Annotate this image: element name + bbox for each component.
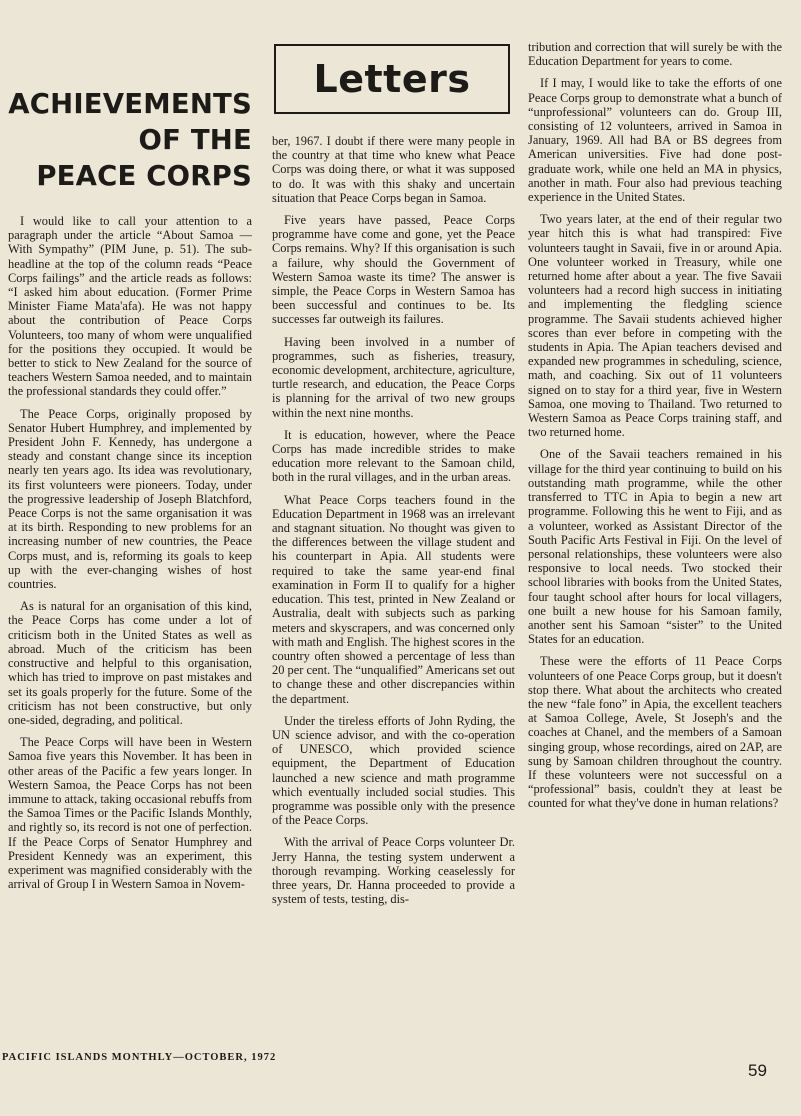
paragraph: tribution and correction that will surely be with the Education Department for years to come. — [528, 40, 782, 69]
section-title-box — [274, 44, 510, 114]
section-title: Letters — [313, 57, 471, 101]
paragraph: If I may, I would like to take the efforts of one Peace Corps group to demonstrate what a bunch of “unprofessional” volunteers can do. Group III, consisting of 12 volunteers, arrived in Samoa in January, 1969. All had BA or BS degrees from American universities. Five had done post-graduate work, while one held an MA in physics, another in math. Four also had previous teaching experience in the United States. — [528, 76, 782, 205]
paragraph: Under the tireless efforts of John Ryding, the UN science advisor, and with the co-operation of UNESCO, which provided science equipment, the Department of Education launched a new science and math programme which eventually included social studies. This programme was possible only with the presence of the Peace Corps. — [272, 713, 515, 828]
column-2 — [272, 134, 515, 1034]
paragraph: ber, 1967. I doubt if there were many people in the country at that time who knew what Peace Corps was doing there, or what it was supposed to do. It was with this shaky and uncertain situation that Peace Corps began in Samoa. — [272, 134, 515, 205]
paragraph: With the arrival of Peace Corps volunteer Dr. Jerry Hanna, the testing system underwent a thorough revamping. Working ceaselessly for three years, Dr. Hanna proceeded to provide a system of tests, testing, dis- — [272, 835, 515, 907]
paragraph: Having been involved in a number of programmes, such as fisheries, treasury, economic development, architecture, agriculture, turtle research, and education, the Peace Corps is planning for the arrival of two new groups within the next nine months. — [272, 334, 515, 420]
magazine-footer: PACIFIC ISLANDS MONTHLY—OCTOBER, 1972 — [2, 1052, 277, 1063]
headline-line-3: PEACE CORPS — [36, 160, 252, 192]
paragraph: I would like to call your attention to a paragraph under the article “About Samoa — With Sympathy” (PIM June, p. 51). The sub-headline at the top of the column reads “Peace Corps failings” and the article reads as follows: “I asked him about education. (Former Prime Minister Fiame Mata'afa). He was not happy about the contribution of Peace Corps Volunteers, too many of whom were unqualified for the positions they occupied. It would be better to stick to New Zealand for the source of teachers Western Samoa needed, and to maintain the professional standards they could offer.” — [8, 214, 252, 399]
paragraph: The Peace Corps will have been in Western Samoa five years this November. It has been in other areas of the Pacific a few years longer. In Western Samoa, the Peace Corps has not been immune to attack, taking occasional rebuffs from the Samoa Times or the Pacific Islands Monthly, and rightly so, its record is not one of perfection. If the Peace Corps of Senator Humphrey and President Kennedy was an experiment, this experiment was magnified considerably with the arrival of Group I in Western Samoa in Novem- — [8, 735, 252, 892]
paragraph: One of the Savaii teachers remained in his village for the third year continuing to build on his outstanding math programme, while the other transferred to TTC in Apia to begin a new art programme. Following this he went to Fiji, and as a volunteer, worked as Assistant Director of the South Pacific Arts Festival in Fiji. On the level of personal relationships, these volunteers were also responsive to local needs. Two stocked their school libraries with books from the United States, four taught school after hours for local villagers, one built a new house for his Samoan family, another sent his Samoan “sister” to the United States for an education. — [528, 447, 782, 647]
paragraph: These were the efforts of 11 Peace Corps volunteers of one Peace Corps group, but it doesn't stop there. What about the architects who created the new “fale fono” in Apia, the excellent teachers at Samoa College, Avele, St Joseph's and the coaches at Chanel, and the members of a Samoan singing group, whose recordings, aired on 2AP, are sung by Samoan children throughout the country. If these volunteers were not successful on a “professional” basis, couldn't they at least be counted for what they've done in human relations? — [528, 654, 782, 811]
headline-line-1: ACHIEVEMENTS — [8, 88, 252, 120]
headline-line-2: OF THE — [138, 124, 252, 156]
page-number: 59 — [748, 1061, 767, 1080]
paragraph: What Peace Corps teachers found in the Education Department in 1968 was an irrelevant and stagnant situation. No thought was given to the differences between the village student and his counterpart in Apia. All students were required to take the same year-end final examination in Form II to qualify for a higher education. This test, printed in New Zealand or Australia, dealt with subjects such as parking meters and skyscrapers, and was concerned only with math and English. The highest scores in the country often showed a percentage of less than 20 per cent. The “unqualified” Americans set out to change these and other discrepancies within the department. — [272, 492, 515, 706]
paragraph: The Peace Corps, originally proposed by Senator Hubert Humphrey, and implemented by President John F. Kennedy, has undergone a steady and constant change since its inception nearly ten years ago. Its idea was revolutionary, its first volunteers were pioneers. Today, under the progressive leadership of Joseph Blatchford, Peace Corps is not the same organisation it was at its birth. Responding to new problems for an increasing number of new countries, the Peace Corps must, and is, reforming its goals to keep up with the ever-changing wishes of host countries. — [8, 406, 252, 592]
paragraph: As is natural for an organisation of this kind, the Peace Corps has come under a lot of criticism both in the United States as well as abroad. Much of the criticism has been constructive and helpful to this organisation, which has tried to improve on past mistakes and set its goals properly for the future. Some of the criticism has not been constructive, but only one-sided, degrading, and political. — [8, 599, 252, 727]
article-headline — [8, 86, 252, 194]
paragraph: Two years later, at the end of their regular two year hitch this is what had transpired: Five volunteers taught in Savaii, five in or around Apia. One volunteer worked in Treasury, while one returned home after about a year. The five Savaii volunteers had a record high success in initiating and implementing the fledgling science programme. The Savaii students achieved higher scores than ever before in competing with the students in Apia. The Apian teachers devised and expanded new programmes in scheduling, science, math, and coaching. Six out of 11 volunteers signed on to stay for a third year, five in Western Samoa, one moving to Thailand. Two returned to Western Samoa as Peace Corps training staff, and two returned home. — [528, 212, 782, 440]
column-1 — [8, 86, 252, 899]
paragraph: Five years have passed, Peace Corps programme have come and gone, yet the Peace Corps remains. Why? If this organisation is such a failure, why should the Government of Western Samoa waste its time? The answer is simple, the Peace Corps in Western Samoa has been successful and continues to be. Its successes far outweigh its failures. — [272, 213, 515, 327]
column-3 — [528, 40, 782, 819]
paragraph: It is education, however, where the Peace Corps has made incredible strides to make education more relevant to the Samoan child, both in the rural villages, and in the urban areas. — [272, 427, 515, 485]
